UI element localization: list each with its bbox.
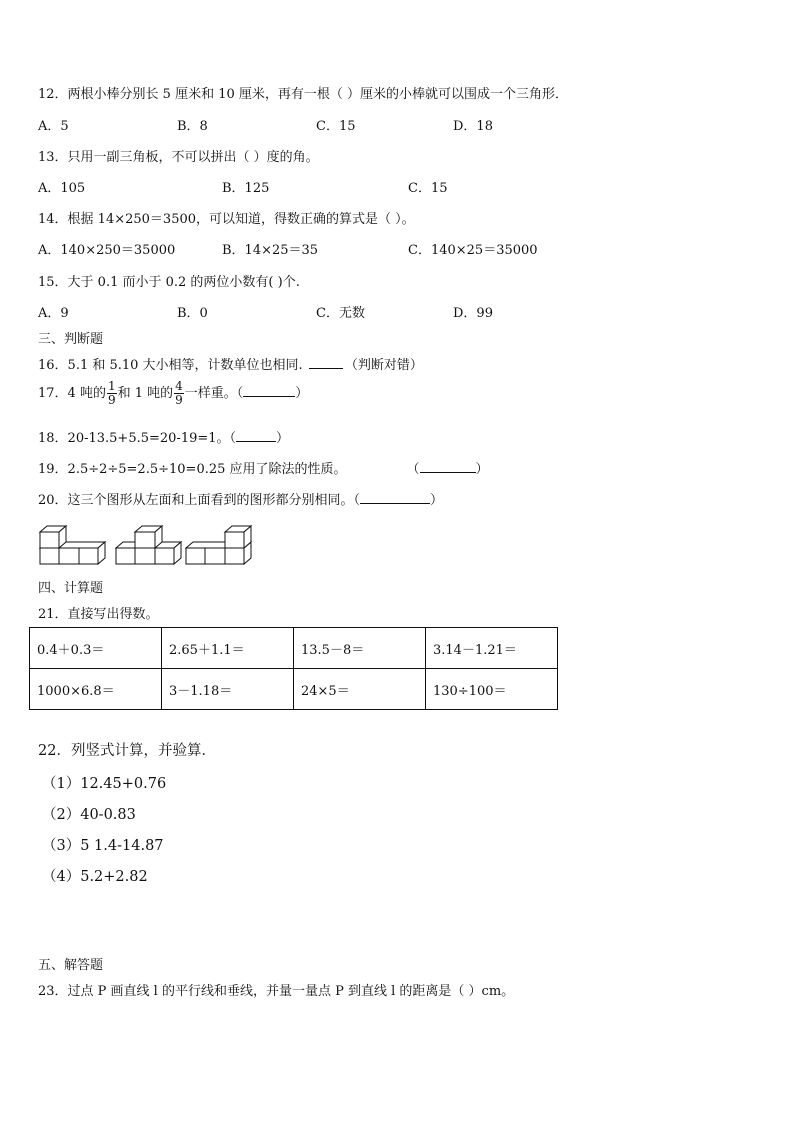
- q16-tail: （判断对错）: [344, 358, 423, 373]
- calc-cell[interactable]: 3－1.18＝: [162, 669, 294, 710]
- calc-cell[interactable]: 2.65＋1.1＝: [162, 628, 294, 669]
- q12-option-a: A．5: [38, 119, 69, 134]
- question-20: 20．这三个图形从左面和上面看到的图形都分别相同。（ ）: [38, 493, 444, 508]
- cube-figures: [36, 518, 256, 568]
- q17-prefix: 17．4 吨的: [38, 386, 106, 401]
- section-5-heading: 五、解答题: [38, 958, 104, 973]
- q18-text: 18．20-13.5+5.5=20-19=1。（: [38, 431, 237, 446]
- question-16: [38, 354, 423, 373]
- q12-option-b: B．8: [177, 119, 208, 134]
- q13-option-b: B．125: [222, 181, 270, 196]
- q22-item-2: （2）40-0.83: [42, 807, 136, 823]
- q15-option-b: B．0: [177, 306, 208, 321]
- q22-item-4: （4）5.2+2.82: [42, 869, 148, 885]
- q16-answer-blank[interactable]: [309, 356, 343, 369]
- question-14-stem: 14．根据 14×250＝3500，可以知道，得数正确的算式是（ ）。: [38, 212, 415, 227]
- q18-answer-blank[interactable]: [236, 429, 276, 442]
- calc-cell[interactable]: 130÷100＝: [426, 669, 558, 710]
- q14-option-b: B．14×25＝35: [222, 243, 319, 258]
- q19-text: 19．2.5÷2÷5=2.5÷10=0.25 应用了除法的性质。: [38, 462, 347, 477]
- q13-option-a: A．105: [38, 181, 86, 196]
- q13-option-c: C．15: [408, 181, 448, 196]
- q14-option-a: A．140×250＝35000: [38, 243, 176, 258]
- q17-suffix: 一样重。（: [184, 386, 244, 401]
- calc-cell[interactable]: 24×5＝: [294, 669, 426, 710]
- q17-answer-blank[interactable]: [243, 384, 295, 397]
- mental-math-table: [29, 627, 558, 710]
- q22-item-1: （1）12.45+0.76: [42, 776, 167, 792]
- question-23: 23．过点 P 画直线 l 的平行线和垂线，并量一量点 P 到直线 l 的距离是（ ）cm。: [38, 984, 515, 999]
- calc-cell[interactable]: 13.5－8＝: [294, 628, 426, 669]
- question-18: 18．20-13.5+5.5=20-19=1。（ ）: [38, 431, 290, 446]
- question-12-stem: 12．两根小棒分别长 5 厘米和 10 厘米，再有一根（ ）厘米的小棒就可以围成一个三角形．: [38, 87, 569, 102]
- calc-cell[interactable]: 3.14－1.21＝: [426, 628, 558, 669]
- q15-option-a: A．9: [38, 306, 69, 321]
- calc-cell[interactable]: 1000×6.8＝: [30, 669, 162, 710]
- q12-option-c: C．15: [316, 119, 356, 134]
- q19-answer-blank[interactable]: [420, 460, 476, 473]
- q15-option-d: D．99: [453, 306, 493, 321]
- q12-option-d: D．18: [453, 119, 493, 134]
- question-13-stem: 13．只用一副三角板，不可以拼出（ ）度的角。: [38, 150, 319, 165]
- q17-fraction-2: $\frac{4}{9}$: [175, 379, 183, 407]
- section-3-heading: 三、判断题: [38, 332, 104, 347]
- question-15-stem: 15．大于 0.1 而小于 0.2 的两位小数有( )个.: [38, 275, 300, 290]
- question-22-stem: 22．列竖式计算，并验算．: [38, 743, 216, 759]
- q22-item-3: （3）5 1.4-14.87: [42, 838, 164, 854]
- question-17: 17．4 吨的 $\frac{1}{9}$ 和 1 吨的 $\frac{4}{9}$ 一样重。（ ）: [38, 379, 309, 407]
- cube-figure-3: [186, 526, 251, 564]
- q17-fraction-1: $\frac{1}{9}$: [107, 379, 116, 407]
- cube-figure-2: [116, 526, 181, 564]
- q16-text: 16．5.1 和 5.10 大小相等，计数单位也相同.: [38, 358, 303, 373]
- section-4-heading: 四、计算题: [38, 581, 104, 596]
- question-19: 19．2.5÷2÷5=2.5÷10=0.25 应用了除法的性质。 （ ）: [38, 462, 489, 477]
- q17-mid: 和 1 吨的: [117, 386, 174, 401]
- q14-option-c: C．140×25＝35000: [408, 243, 538, 258]
- question-21-stem: 21．直接写出得数。: [38, 607, 159, 622]
- q20-text: 20．这三个图形从左面和上面看到的图形都分别相同。（: [38, 493, 361, 508]
- table-row: [30, 628, 558, 669]
- q15-option-c: C．无数: [316, 306, 365, 321]
- q20-answer-blank[interactable]: [360, 491, 430, 504]
- table-row: [30, 669, 558, 710]
- calc-cell[interactable]: 0.4＋0.3＝: [30, 628, 162, 669]
- cube-figure-1: [40, 526, 105, 564]
